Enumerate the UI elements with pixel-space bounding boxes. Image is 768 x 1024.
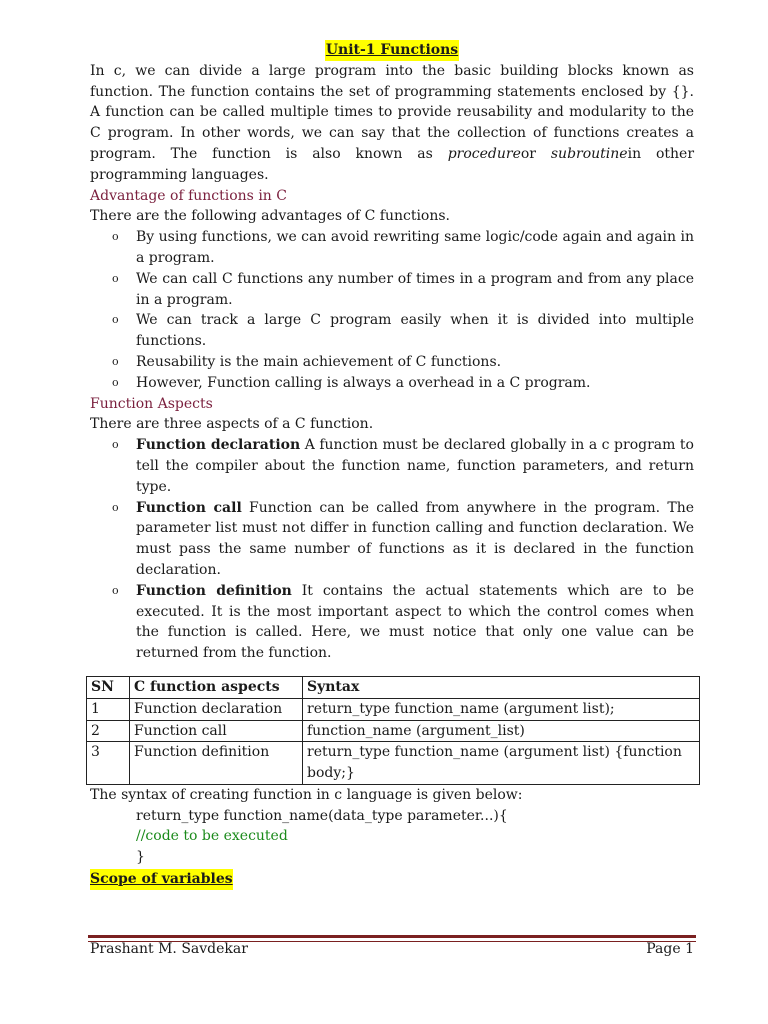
column-header-aspect: C function aspects xyxy=(130,676,303,698)
bullet-icon: o xyxy=(112,230,119,244)
table-cell: Function declaration xyxy=(130,698,303,720)
bullet-icon: o xyxy=(112,375,119,389)
list-item: o We can track a large C program easily when it is divided into multiple functions. xyxy=(112,312,694,350)
aspects-list xyxy=(90,435,694,664)
page-content xyxy=(90,40,694,890)
column-header-syntax: Syntax xyxy=(303,676,700,698)
bullet-icon: o xyxy=(112,438,119,452)
page-title: Unit-1 Functions xyxy=(325,40,459,61)
syntax-signature: return_type function_name(data_type parameter...){ xyxy=(136,807,508,824)
bullet-icon: o xyxy=(112,271,119,285)
table-row xyxy=(87,698,700,720)
list-item: o However, Function calling is always a overhead in a C program. xyxy=(136,373,694,394)
table-cell: function_name (argument_list) xyxy=(303,720,700,742)
footer-author: Prashant M. Savdekar xyxy=(90,941,248,957)
bullet-icon: o xyxy=(112,313,119,327)
advantages-heading: Advantage of functions in C xyxy=(90,187,287,204)
table-row xyxy=(87,720,700,742)
intro-paragraph: In c, we can divide a large program into the basic building blocks known as function. The function contains the set of programming statements enclosed by {}. A function can be called multiple times to provide reusability and modularity to the C program. In other words, we can say that the collection of functions creates a program. The function is also known as procedureor subroutinein other programming languages. xyxy=(90,62,695,183)
syntax-close-brace: } xyxy=(136,849,145,866)
table-cell: Function definition xyxy=(130,742,303,785)
table-cell: return_type function_name (argument list); xyxy=(303,698,700,720)
bullet-icon: o xyxy=(112,583,119,597)
scope-heading: Scope of variables xyxy=(90,869,233,890)
footer-page-number: Page 1 xyxy=(646,941,694,957)
table-cell: Function call xyxy=(130,720,303,742)
aspects-lead: There are three aspects of a C function. xyxy=(90,416,374,433)
syntax-comment: //code to be executed xyxy=(136,828,288,845)
list-item: o By using functions, we can avoid rewriting same logic/code again and again in a program. xyxy=(112,229,694,266)
table-cell: 3 xyxy=(87,742,130,785)
table-header-row xyxy=(87,676,700,698)
column-header-sn: SN xyxy=(87,676,130,698)
table-cell: return_type function_name (argument list) {function body;} xyxy=(303,742,700,785)
advantages-lead: There are the following advantages of C functions. xyxy=(90,208,451,225)
list-item: o Reusability is the main achievement of C functions. xyxy=(136,352,694,373)
syntax-lead: The syntax of creating function in c language is given below: xyxy=(90,786,523,803)
list-item: o Function declaration A function must be declared globally in a c program to tell the compiler about the function name, function parameters, and return type. xyxy=(112,437,694,495)
aspects-table xyxy=(86,676,700,785)
aspects-heading: Function Aspects xyxy=(90,395,213,412)
bullet-icon: o xyxy=(112,500,119,514)
bullet-icon: o xyxy=(112,354,119,368)
list-item: o Function definition It contains the actual statements which are to be executed. It is the most important aspect to which the control comes when the function is called. Here, we must notice that only one value can be returned from the function. xyxy=(112,582,694,662)
table-cell: 2 xyxy=(87,720,130,742)
table-cell: 1 xyxy=(87,698,130,720)
list-item: o Function call Function can be called from anywhere in the program. The parameter list must not differ in function calling and function declaration. We must pass the same number of functions as it is declared in the function declaration. xyxy=(112,499,694,578)
advantages-list xyxy=(90,227,694,393)
list-item: o We can call C functions any number of times in a program and from any place in a program. xyxy=(112,270,694,308)
table-row xyxy=(87,742,700,785)
